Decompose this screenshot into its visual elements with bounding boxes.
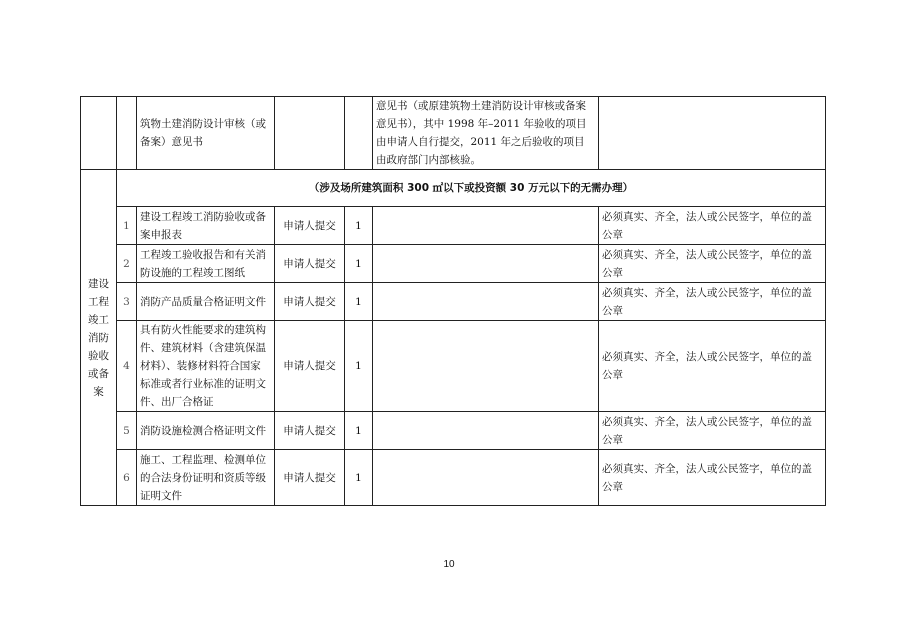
material-name: 消防设施检测合格证明文件 [137,412,275,450]
count-cell: 1 [345,245,373,283]
material-name: 建设工程竣工消防验收或备案申报表 [137,207,275,245]
requirement-cell: 必须真实、齐全，法人或公民签字，单位的盖公章 [599,321,826,412]
count-cell: 1 [345,321,373,412]
materials-table [80,96,826,506]
requirement-cell: 必须真实、齐全，法人或公民签字，单位的盖公章 [599,245,826,283]
source-cell: 申请人提交 [275,450,345,506]
category-cell: 建设工程竣工消防验收或备案 [81,170,117,506]
page-number: 10 [443,559,455,570]
source-cell: 申请人提交 [275,283,345,321]
material-name: 工程竣工验收报告和有关消防设施的工程竣工图纸 [137,245,275,283]
material-name: 具有防火性能要求的建筑构件、建筑材料（含建筑保温材料）、装修材料符合国家标准或者行业标准的证明文件、出厂合格证 [137,321,275,412]
count-cell: 1 [345,412,373,450]
table-row [81,245,826,283]
requirement-cell: 必须真实、齐全，法人或公民签字，单位的盖公章 [599,412,826,450]
count-cell: 1 [345,283,373,321]
requirement-cell: 必须真实、齐全，法人或公民签字，单位的盖公章 [599,207,826,245]
count-cell: 1 [345,450,373,506]
remark-cell [373,450,599,506]
row-number: 6 [117,450,137,506]
table-row [81,207,826,245]
row-number: 5 [117,412,137,450]
row-number: 1 [117,207,137,245]
category-cell [81,97,117,170]
source-cell: 申请人提交 [275,245,345,283]
count-cell [345,97,373,170]
table-row [81,412,826,450]
requirement-cell: 必须真实、齐全，法人或公民签字，单位的盖公章 [599,450,826,506]
table-row [81,283,826,321]
continuation-row [81,97,826,170]
remark-cell [373,321,599,412]
table-row [81,450,826,506]
source-cell: 申请人提交 [275,207,345,245]
count-cell: 1 [345,207,373,245]
number-cell [117,97,137,170]
remark-cell [373,207,599,245]
table-row [81,321,826,412]
requirement-cell: 必须真实、齐全，法人或公民签字，单位的盖公章 [599,283,826,321]
remark-cell [373,283,599,321]
section-header-row [81,170,826,207]
remark-cell [373,245,599,283]
material-name: 消防产品质量合格证明文件 [137,283,275,321]
remark-cell [373,412,599,450]
material-name: 施工、工程监理、检测单位的合法身份证明和资质等级证明文件 [137,450,275,506]
row-number: 2 [117,245,137,283]
source-cell: 申请人提交 [275,321,345,412]
remark-cell: 意见书（或原建筑物土建消防设计审核或备案意见书），其中 1998 年–2011 年验收的项目由申请人自行提交，2011 年之后验收的项目由政府部门内部核验。 [373,97,599,170]
source-cell: 申请人提交 [275,412,345,450]
row-number: 3 [117,283,137,321]
source-cell [275,97,345,170]
row-number: 4 [117,321,137,412]
requirement-cell [599,97,826,170]
material-name: 筑物土建消防设计审核（或备案）意见书 [137,97,275,170]
section-header-note: （涉及场所建筑面积 300 ㎡以下或投资额 30 万元以下的无需办理） [117,170,826,207]
